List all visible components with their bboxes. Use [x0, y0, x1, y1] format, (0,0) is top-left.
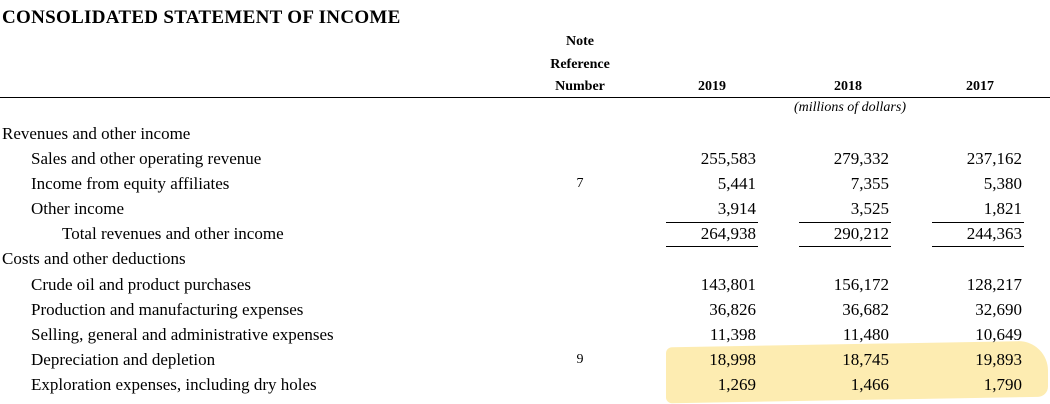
value-2018: 3,525: [850, 199, 889, 218]
value-2019: 5,441: [717, 174, 756, 193]
row-label: Other income: [31, 199, 124, 218]
value-2018: 36,682: [842, 300, 889, 319]
row-label: Revenues and other income: [2, 124, 191, 143]
note-reference: 9: [576, 352, 584, 367]
value-2018: 18,745: [842, 350, 889, 369]
total-rule-2018: [799, 246, 891, 247]
value-2019: 255,583: [700, 149, 756, 168]
value-2017: 1,790: [983, 375, 1022, 394]
value-2018: 1,466: [850, 375, 889, 394]
value-2017: 10,649: [975, 325, 1022, 344]
value-2017: 237,162: [966, 149, 1022, 168]
value-2018: 11,480: [842, 325, 889, 344]
note-header-line-1: Note: [566, 34, 594, 49]
value-2018: 279,332: [833, 149, 889, 168]
value-2019: 36,826: [709, 300, 756, 319]
note-header-line-3: Number: [555, 79, 605, 94]
row-label: Exploration expenses, including dry holes: [31, 375, 317, 394]
year-2017-header: 2017: [966, 79, 994, 94]
year-2018-header: 2018: [834, 79, 862, 94]
statement-title: CONSOLIDATED STATEMENT OF INCOME: [2, 7, 401, 28]
row-label: Depreciation and depletion: [31, 350, 216, 369]
value-2019: 1,269: [717, 375, 756, 394]
row-label: Costs and other deductions: [2, 249, 186, 268]
row-label: Total revenues and other income: [62, 224, 284, 243]
value-2017: 32,690: [975, 300, 1022, 319]
note-reference: 7: [576, 176, 584, 191]
units-caption: (millions of dollars): [793, 100, 906, 115]
value-2019: 3,914: [717, 199, 756, 218]
total-rule-2017: [932, 246, 1024, 247]
value-2017: 244,363: [966, 224, 1022, 243]
value-2017: 1,821: [983, 199, 1022, 218]
row-label: Sales and other operating revenue: [31, 149, 262, 168]
year-2019-header: 2019: [698, 79, 726, 94]
value-2018: 290,212: [833, 224, 889, 243]
row-label: Crude oil and product purchases: [31, 275, 251, 294]
note-header-line-2: Reference: [550, 57, 610, 72]
value-2019: 264,938: [700, 224, 756, 243]
row-label: Production and manufacturing expenses: [31, 300, 304, 319]
header-rule: [0, 97, 1050, 98]
value-2019: 18,998: [709, 350, 756, 369]
value-2017: 5,380: [983, 174, 1022, 193]
value-2017: 128,217: [966, 275, 1022, 294]
value-2018: 7,355: [850, 174, 889, 193]
value-2018: 156,172: [833, 275, 889, 294]
subtotal-rule-2018: [799, 222, 891, 223]
value-2017: 19,893: [975, 350, 1022, 369]
row-label: Income from equity affiliates: [31, 174, 230, 193]
total-rule-2019: [666, 246, 758, 247]
value-2019: 11,398: [709, 325, 756, 344]
row-label: Selling, general and administrative expenses: [31, 325, 334, 344]
subtotal-rule-2017: [932, 222, 1024, 223]
subtotal-rule-2019: [666, 222, 758, 223]
value-2019: 143,801: [700, 275, 756, 294]
